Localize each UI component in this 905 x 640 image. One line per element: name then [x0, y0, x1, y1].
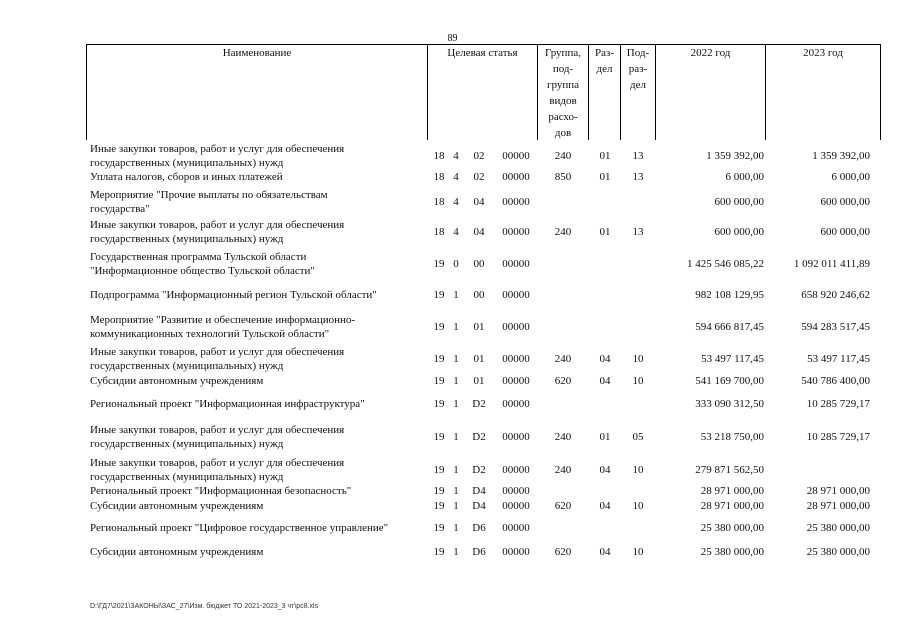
group-code: 240 [554, 226, 572, 238]
code-subprogram: 1 [453, 485, 459, 497]
row-name-line: Мероприятие "Развитие и обеспечение информационно- [90, 314, 356, 326]
header-2022: 2022 год [690, 47, 731, 59]
row-name [90, 250, 420, 278]
code-direction: 00000 [502, 171, 530, 183]
header-2023: 2023 год [803, 47, 843, 59]
value-2022: 53 218 750,00 [700, 431, 764, 443]
row-name-line: Региональный проект "Цифровое государственное управление" [90, 522, 389, 534]
row-name-line: Иные закупки товаров, работ и услуг для обеспечения [90, 424, 345, 436]
code-main: 00 [473, 289, 485, 301]
code-main: 02 [473, 171, 485, 183]
razdel-code: 04 [599, 375, 611, 387]
group-code: 240 [554, 353, 572, 365]
table-row [0, 250, 905, 278]
row-name [90, 545, 420, 559]
code-direction: 00000 [502, 431, 530, 443]
code-direction: 00000 [502, 321, 530, 333]
code-main: 01 [473, 353, 485, 365]
value-2022: 6 000,00 [725, 171, 764, 183]
value-2022: 279 871 562,50 [695, 464, 764, 476]
code-main: D6 [472, 546, 486, 558]
value-2023: 540 786 400,00 [801, 375, 870, 387]
code-direction: 00000 [502, 546, 530, 558]
row-name-line: Иные закупки товаров, работ и услуг для обеспечения [90, 346, 345, 358]
row-name-line: государственных (муниципальных) нужд [90, 360, 284, 372]
row-name-line: Региональный проект "Информационная инфраструктура" [90, 398, 365, 410]
code-direction: 00000 [502, 464, 530, 476]
code-subprogram: 1 [453, 321, 459, 333]
code-subprogram: 1 [453, 375, 459, 387]
row-name-line: государственных (муниципальных) нужд [90, 233, 284, 245]
code-direction: 00000 [502, 196, 530, 208]
code-direction: 00000 [502, 398, 530, 410]
code-program: 19 [433, 398, 445, 410]
table-row [0, 397, 905, 425]
header-border-right [880, 44, 881, 140]
value-2022: 25 380 000,00 [700, 522, 764, 534]
row-name [90, 456, 420, 484]
code-main: D4 [472, 500, 486, 512]
podrazdel-code: 10 [632, 546, 644, 558]
code-program: 19 [433, 321, 445, 333]
row-name-line: Субсидии автономным учреждениям [90, 375, 264, 387]
header-podrazdel: Под- раз- дел [626, 47, 650, 91]
row-name [90, 288, 420, 302]
table-row [0, 288, 905, 316]
table-row [0, 218, 905, 246]
value-2023: 28 971 000,00 [806, 485, 870, 497]
value-2022: 600 000,00 [714, 226, 764, 238]
header-name: Наименование [222, 47, 292, 59]
value-2023: 600 000,00 [820, 196, 870, 208]
razdel-code: 04 [599, 353, 611, 365]
row-name-line: государства" [90, 203, 150, 215]
file-path-footer: D:\ГД7\2021\ЗАКОНЫ\ЗАС_27\Изм. бюджет ТО 2021-2023_3 чт\рс8.xls [90, 603, 319, 610]
value-2022: 25 380 000,00 [700, 546, 764, 558]
value-2023: 28 971 000,00 [806, 500, 870, 512]
razdel-code: 01 [599, 171, 611, 183]
podrazdel-code: 10 [632, 500, 644, 512]
value-2022: 1 359 392,00 [706, 150, 764, 162]
row-name [90, 423, 420, 451]
code-program: 18 [433, 150, 445, 162]
podrazdel-code: 13 [632, 226, 644, 238]
code-direction: 00000 [502, 485, 530, 497]
code-subprogram: 0 [453, 258, 459, 270]
page-number: 89 [447, 33, 458, 44]
code-subprogram: 1 [453, 398, 459, 410]
code-direction: 00000 [502, 522, 530, 534]
razdel-code: 01 [599, 226, 611, 238]
table-row [0, 456, 905, 484]
razdel-code: 04 [599, 464, 611, 476]
code-program: 18 [433, 196, 445, 208]
row-name-line: государственных (муниципальных) нужд [90, 438, 284, 450]
code-program: 19 [433, 375, 445, 387]
value-2022: 28 971 000,00 [700, 500, 764, 512]
group-code: 620 [554, 375, 572, 387]
code-subprogram: 1 [453, 289, 459, 301]
razdel-code: 04 [599, 500, 611, 512]
code-program: 19 [433, 431, 445, 443]
value-2023: 658 920 246,62 [801, 289, 870, 301]
code-subprogram: 1 [453, 500, 459, 512]
code-subprogram: 4 [453, 196, 459, 208]
code-program: 18 [433, 226, 445, 238]
row-name-line: Государственная программа Тульской области [90, 251, 307, 263]
table-row [0, 345, 905, 373]
code-subprogram: 1 [453, 464, 459, 476]
value-2023: 10 285 729,17 [806, 398, 870, 410]
code-direction: 00000 [502, 258, 530, 270]
code-program: 18 [433, 171, 445, 183]
row-name [90, 374, 420, 388]
code-main: 04 [473, 226, 485, 238]
code-main: 02 [473, 150, 485, 162]
row-name-line: Региональный проект "Информационная безопасность" [90, 485, 352, 497]
table-row [0, 313, 905, 341]
row-name-line: Мероприятие "Прочие выплаты по обязательствам [90, 189, 328, 201]
table-row [0, 188, 905, 216]
value-2023: 25 380 000,00 [806, 522, 870, 534]
group-code: 240 [554, 150, 572, 162]
row-name-line: Иные закупки товаров, работ и услуг для обеспечения [90, 457, 345, 469]
code-subprogram: 1 [453, 546, 459, 558]
table-row [0, 142, 905, 170]
header-target: Целевая статья [447, 47, 518, 59]
row-name-line: Подпрограмма "Информационный регион Тульской области" [90, 289, 377, 301]
code-direction: 00000 [502, 500, 530, 512]
row-name [90, 142, 420, 170]
code-program: 19 [433, 258, 445, 270]
podrazdel-code: 13 [632, 150, 644, 162]
row-name [90, 313, 420, 341]
code-main: D6 [472, 522, 486, 534]
group-code: 240 [554, 431, 572, 443]
value-2023: 6 000,00 [831, 171, 870, 183]
table-row [0, 423, 905, 451]
code-program: 19 [433, 289, 445, 301]
group-code: 620 [554, 546, 572, 558]
code-main: 04 [473, 196, 485, 208]
row-name [90, 188, 420, 216]
podrazdel-code: 10 [632, 353, 644, 365]
razdel-code: 01 [599, 150, 611, 162]
code-program: 19 [433, 500, 445, 512]
code-direction: 00000 [502, 150, 530, 162]
row-name-line: государственных (муниципальных) нужд [90, 157, 284, 169]
podrazdel-code: 05 [632, 431, 644, 443]
code-direction: 00000 [502, 226, 530, 238]
code-subprogram: 1 [453, 431, 459, 443]
row-name [90, 521, 420, 535]
row-name [90, 218, 420, 246]
code-direction: 00000 [502, 289, 530, 301]
header-razdel: Раз- дел [594, 47, 614, 75]
code-program: 19 [433, 546, 445, 558]
code-main: D4 [472, 485, 486, 497]
razdel-code: 04 [599, 546, 611, 558]
value-2023: 53 497 117,45 [807, 353, 870, 365]
code-subprogram: 4 [453, 171, 459, 183]
group-code: 850 [554, 171, 572, 183]
value-2022: 1 425 546 085,22 [687, 258, 764, 270]
value-2023: 594 283 517,45 [801, 321, 870, 333]
code-subprogram: 1 [453, 522, 459, 534]
value-2023: 25 380 000,00 [806, 546, 870, 558]
code-program: 19 [433, 522, 445, 534]
code-main: 01 [473, 375, 485, 387]
value-2022: 982 108 129,95 [695, 289, 764, 301]
value-2022: 28 971 000,00 [700, 485, 764, 497]
code-main: D2 [472, 464, 486, 476]
row-name-line: коммуникационных технологий Тульской области" [90, 328, 330, 340]
value-2023: 1 092 011 411,89 [793, 258, 870, 270]
podrazdel-code: 10 [632, 464, 644, 476]
code-program: 19 [433, 353, 445, 365]
value-2022: 600 000,00 [714, 196, 764, 208]
value-2023: 1 359 392,00 [812, 150, 870, 162]
value-2023: 600 000,00 [820, 226, 870, 238]
podrazdel-code: 10 [632, 375, 644, 387]
value-2023: 10 285 729,17 [806, 431, 870, 443]
row-name [90, 484, 420, 498]
row-name [90, 345, 420, 373]
row-name-line: Иные закупки товаров, работ и услуг для обеспечения [90, 219, 345, 231]
code-subprogram: 4 [453, 150, 459, 162]
row-name-line: Субсидии автономным учреждениям [90, 500, 264, 512]
row-name [90, 499, 420, 513]
code-subprogram: 4 [453, 226, 459, 238]
code-main: D2 [472, 431, 486, 443]
code-direction: 00000 [502, 353, 530, 365]
razdel-code: 01 [599, 431, 611, 443]
code-main: 00 [473, 258, 485, 270]
code-main: 01 [473, 321, 485, 333]
group-code: 240 [554, 464, 572, 476]
row-name-line: Субсидии автономным учреждениям [90, 546, 264, 558]
row-name [90, 397, 420, 411]
code-main: D2 [472, 398, 486, 410]
header-group: Группа, под- группа видов расхо- дов [545, 47, 581, 139]
row-name [90, 170, 420, 184]
table-row [0, 545, 905, 573]
code-program: 19 [433, 464, 445, 476]
value-2022: 333 090 312,50 [695, 398, 764, 410]
value-2022: 53 497 117,45 [701, 353, 764, 365]
code-program: 19 [433, 485, 445, 497]
row-name-line: Уплата налогов, сборов и иных платежей [90, 171, 283, 183]
code-subprogram: 1 [453, 353, 459, 365]
row-name-line: "Информационное общество Тульской области" [90, 265, 315, 277]
podrazdel-code: 13 [632, 171, 644, 183]
row-name-line: Иные закупки товаров, работ и услуг для обеспечения [90, 143, 345, 155]
row-name-line: государственных (муниципальных) нужд [90, 471, 284, 483]
code-direction: 00000 [502, 375, 530, 387]
value-2022: 594 666 817,45 [695, 321, 764, 333]
value-2022: 541 169 700,00 [695, 375, 764, 387]
group-code: 620 [554, 500, 572, 512]
